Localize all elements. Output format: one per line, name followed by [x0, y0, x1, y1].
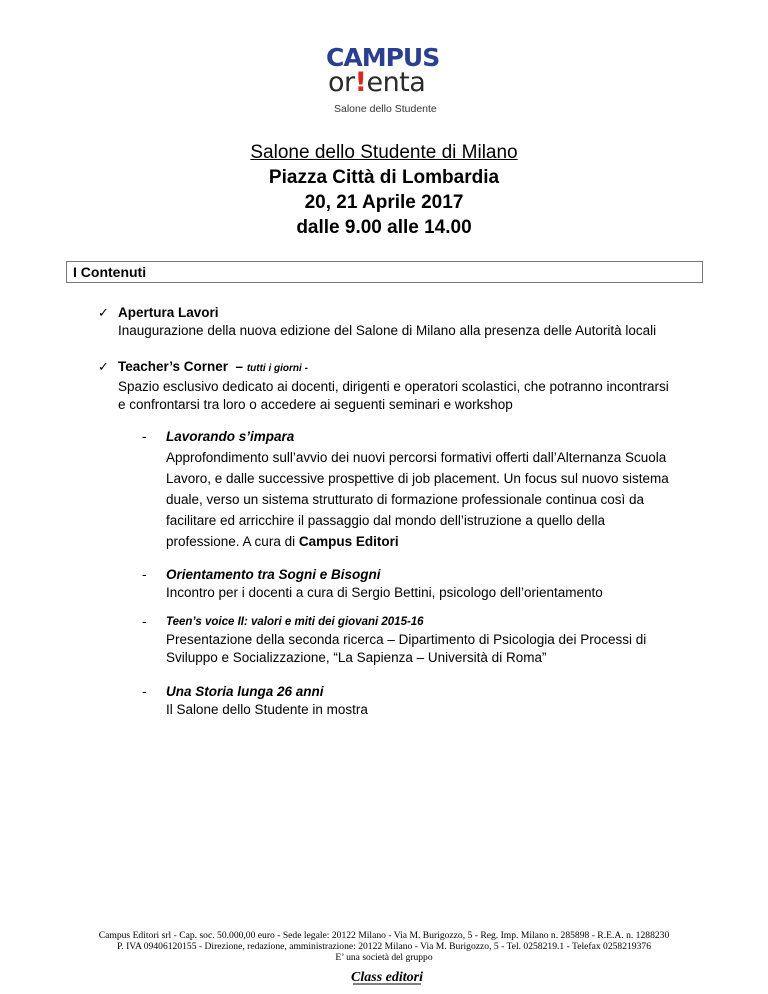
sub-item-title: Una Storia lunga 26 anni — [166, 684, 324, 699]
footer-line-1: Campus Editori srl - Cap. soc. 50.000,00 euro - Sede legale: 20122 Milano - Via M. Burigozzo, 5 - Reg. Imp. Milano n. 285898 - R.E.A. n. 1288230 — [98, 930, 670, 941]
sub-item-text: Approfondimento sull’avvio dei nuovi percorsi formativi offerti dall’Alternanza Scuola Lavoro, e dalle successive prospettive di job placement. Un focus sul nuovo sistema duale, verso un sistema strutturato di formazione professionale continua così da facilitare ed arricchire il passaggio dal mondo dell’istruzione a quello della professione. A cura di Campus Editori — [166, 450, 669, 549]
footer-line-3: E’ una società del gruppo — [335, 952, 433, 963]
class-editori-logo — [347, 966, 427, 988]
list-item-teachers-corner: ✓ Teacher’s Corner – tutti i giorni - Spazio esclusivo dedicato ai docenti, dirigenti e operatori scolastici, che potranno incontrarsi e confrontarsi tra loro o accedere ai seguenti seminari e workshop — [98, 358, 698, 414]
event-dates: 20, 21 Aprile 2017 — [304, 192, 464, 213]
event-place: Piazza Città di Lombardia — [268, 167, 500, 188]
sub-item-text: Incontro per i docenti a cura di Sergio Bettini, psicologo dell’orientamento — [166, 585, 603, 600]
list-item-apertura — [98, 304, 698, 340]
sub-item-title: Lavorando s’impara — [166, 429, 295, 444]
item-title: Apertura Lavori — [118, 305, 219, 320]
class-editori-logo-text: Class editori — [351, 970, 423, 985]
logo-orienta-text: or!enta — [328, 67, 426, 98]
sub-item-orientamento: - Orientamento tra Sogni e Bisogni Incontro per i docenti a cura di Sergio Bettini, psicologo dell’orientamento — [142, 566, 682, 602]
event-hours: dalle 9.00 alle 14.00 — [296, 217, 472, 238]
logo-tagline: Salone dello Studente — [334, 103, 437, 115]
section-title: I Contenuti — [66, 261, 703, 283]
checkmark-icon: ✓ — [98, 359, 109, 374]
checkmark-icon: ✓ — [98, 305, 109, 320]
sub-item-teens-voice: - Teen’s voice II: valori e miti dei giovani 2015-16 Presentazione della seconda ricerca – Dipartimento di Psicologia dei Processi di Sviluppo e Socializzazione, “La Sapienza – Università di Roma” — [142, 613, 682, 667]
item-text: Inaugurazione della nuova edizione del Salone di Milano alla presenza delle Autorità locali — [118, 323, 657, 338]
sub-item-lavorando: - Lavorando s’impara Approfondimento sull’avvio dei nuovi percorsi formativi offerti dall’Alternanza Scuola Lavoro, e dalle successive prospettive di job placement. Un focus sul nuovo sistema duale, verso un sistema strutturato di formazione professionale continua così da facilitare ed arricchire il passaggio dal mondo dell’istruzione a quello della professione. A cura di Campus Editori — [142, 426, 682, 552]
item-title: Teacher’s Corner — [118, 359, 229, 374]
page-footer — [0, 930, 768, 963]
item-note: tutti i giorni - — [246, 363, 308, 374]
sub-item-title: Orientamento tra Sogni e Bisogni — [166, 567, 381, 582]
logo-campus-text: CAMPUS — [326, 43, 440, 72]
sub-item-text: Presentazione della seconda ricerca – Dipartimento di Psicologia dei Processi di Sviluppo e Socializzazione, “La Sapienza – Università di Roma” — [166, 632, 647, 665]
sub-item-title: Teen’s voice II: valori e miti dei giovani 2015-16 — [166, 616, 424, 628]
item-text: Spazio esclusivo dedicato ai docenti, dirigenti e operatori scolastici, che potranno incontrarsi e confrontarsi tra loro o accedere ai seguenti seminari e workshop — [118, 379, 669, 412]
sub-item-storia: - Una Storia lunga 26 anni Il Salone dello Studente in mostra — [142, 683, 682, 719]
campus-orienta-logo — [326, 44, 448, 120]
sub-item-text: Il Salone dello Studente in mostra — [166, 702, 368, 717]
event-title: Salone dello Studente di Milano — [250, 142, 518, 163]
footer-line-2: P. IVA 09406120155 - Direzione, redazione, amministrazione: 20122 Milano - Via M. Burigozzo, 5 - Tel. 0258219.1 - Telefax 0258219376 — [117, 941, 651, 952]
event-header — [0, 140, 768, 240]
